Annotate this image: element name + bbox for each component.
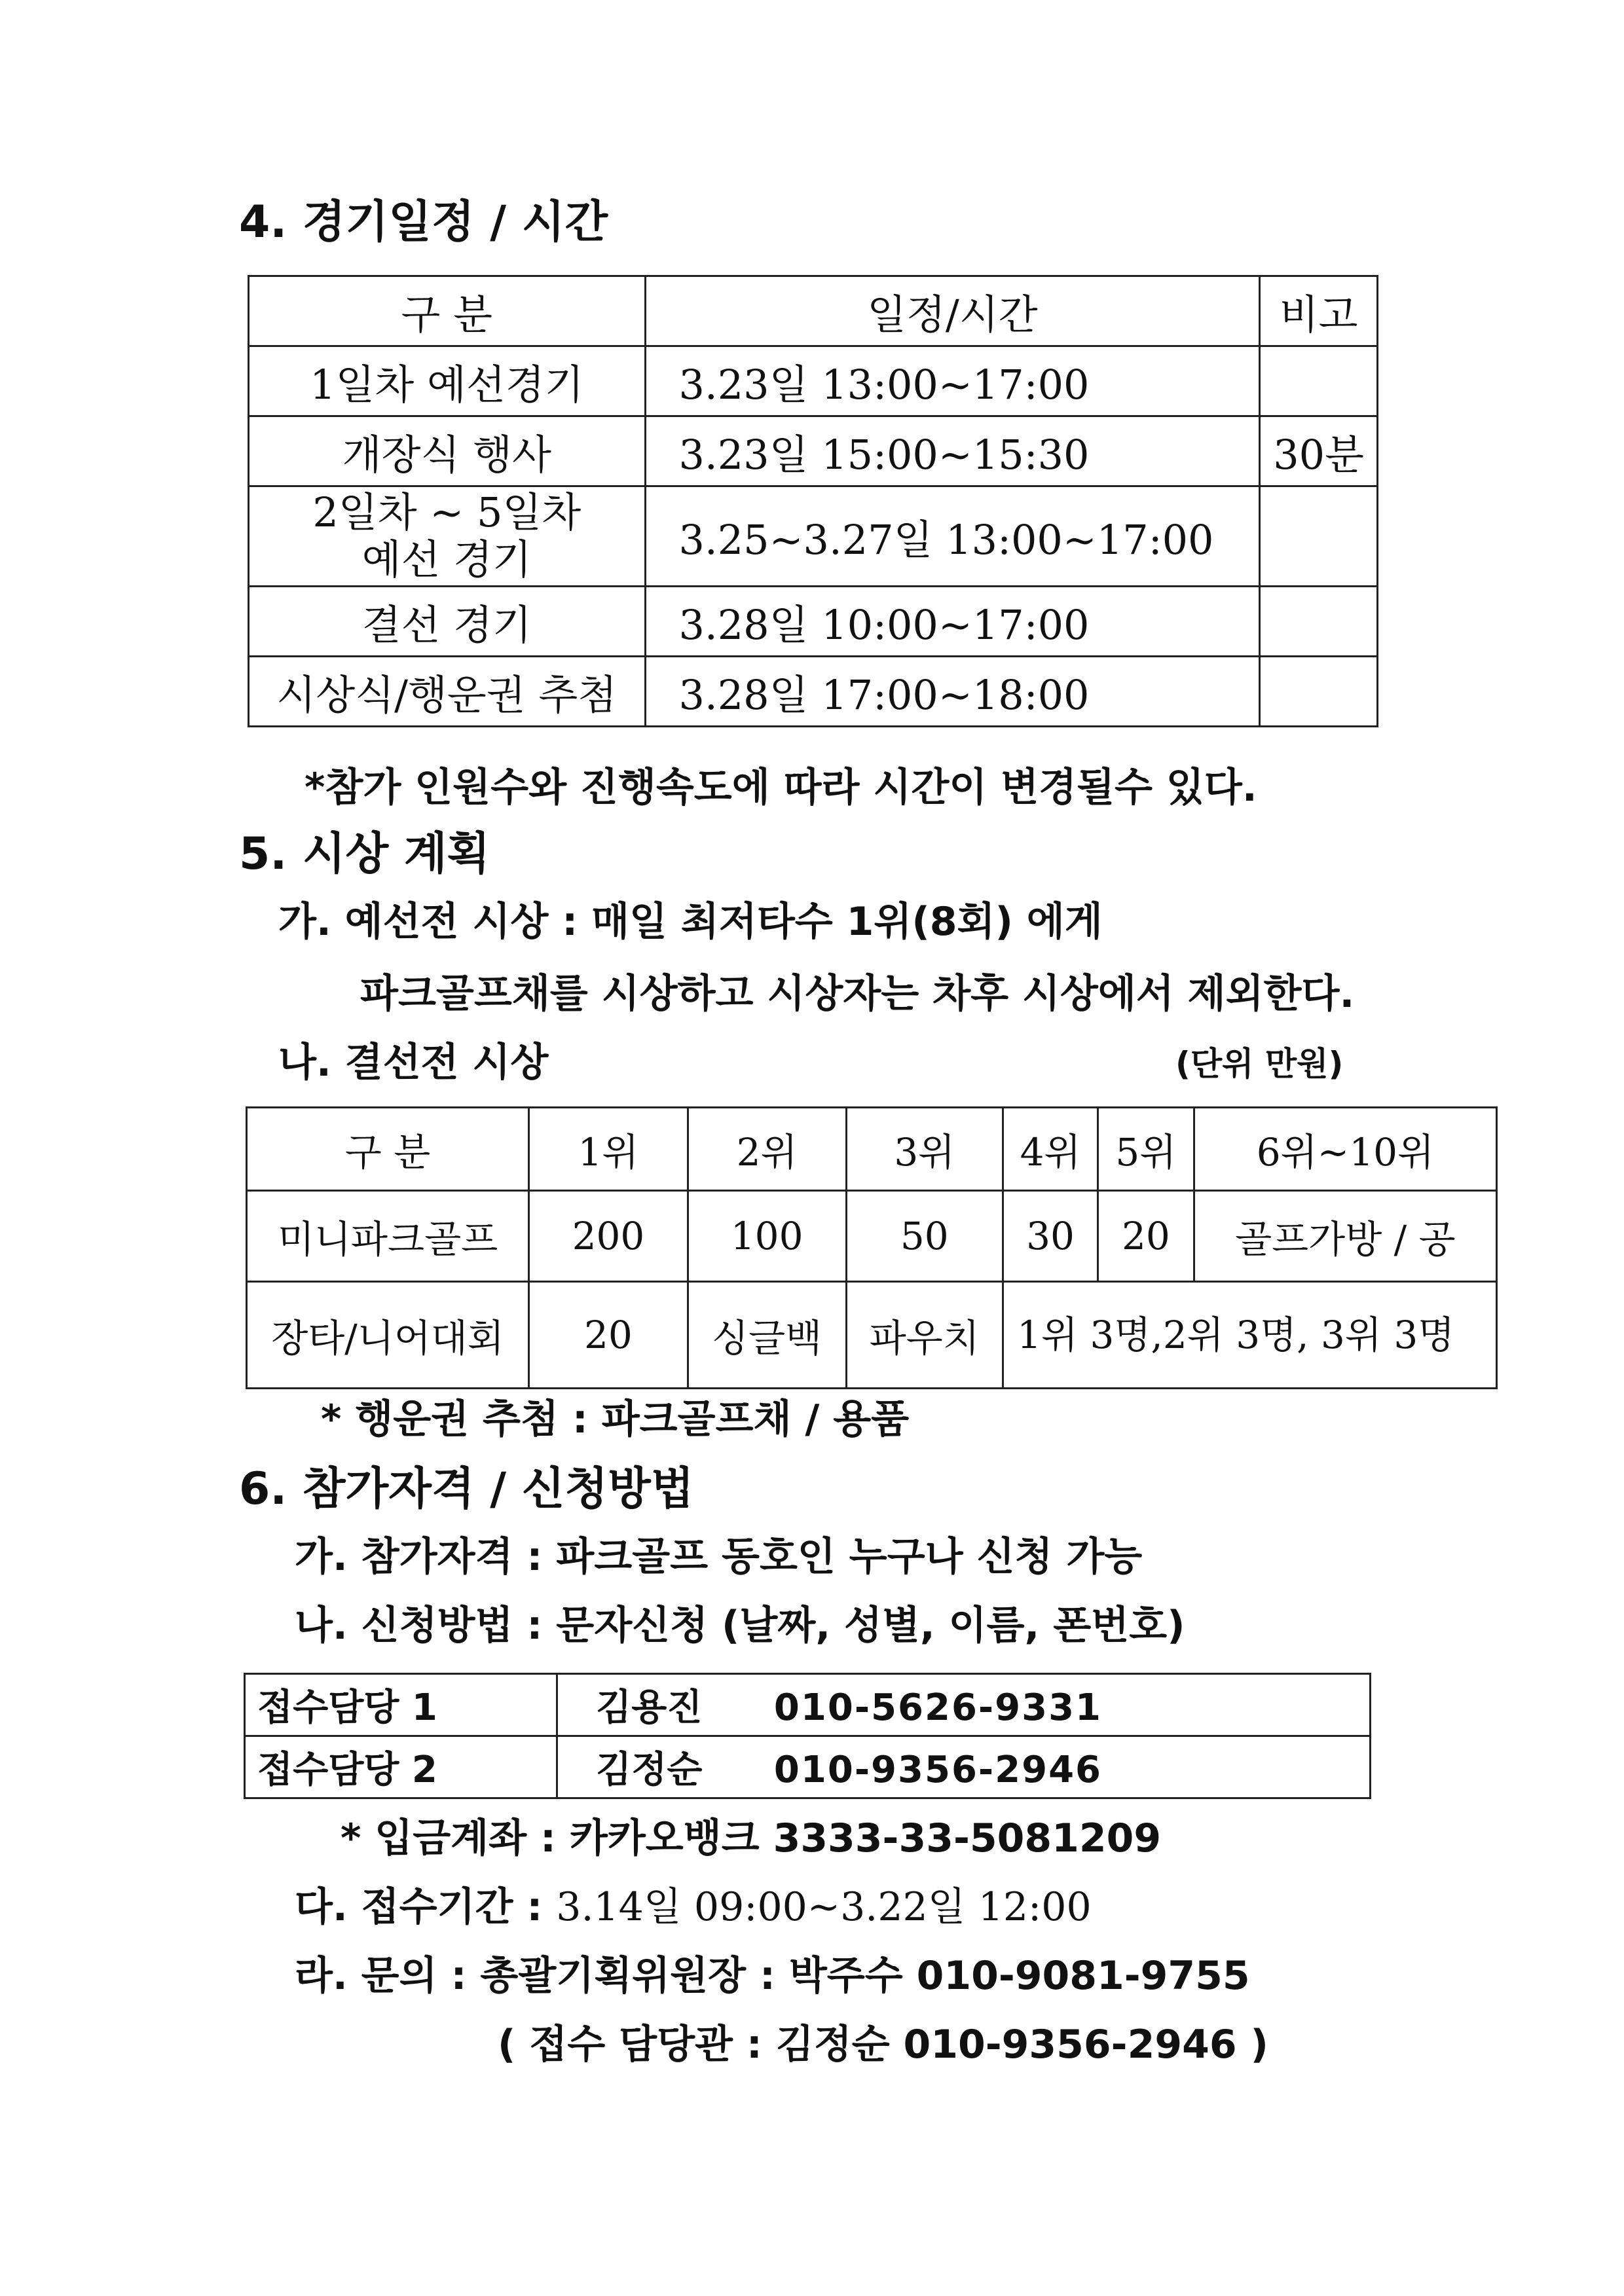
award-cell: 100	[688, 1191, 846, 1282]
prelim-award-line1: 가. 예선전 시상 : 매일 최저타수 1위(8회) 에게	[278, 899, 1103, 945]
award-header-category: 구 분	[247, 1108, 529, 1191]
contact-name: 김용진	[596, 1686, 703, 1729]
schedule-time: 3.28일 17:00~18:00	[645, 657, 1260, 727]
award-cell: 1위 3명,2위 3명, 3위 3명	[1003, 1282, 1497, 1389]
contact-info	[557, 1736, 1371, 1798]
schedule-category: 1일차 예선경기	[249, 346, 646, 416]
contact-table	[244, 1673, 1371, 1799]
schedule-time: 3.25~3.27일 13:00~17:00	[645, 486, 1260, 587]
inquiry-label: 라. 문의 :	[295, 1953, 467, 1999]
schedule-note	[1260, 346, 1378, 416]
award-header-rank: 3위	[846, 1108, 1003, 1191]
application-period-value: 3.14일 09:00~3.22일 12:00	[556, 1884, 1092, 1930]
application-method-line: 나. 신청방법 : 문자신청 (날짜, 성별, 이름, 폰번호)	[295, 1603, 1185, 1649]
table-row	[245, 1736, 1371, 1798]
table-row	[247, 1191, 1497, 1282]
prelim-award-line2: 파크골프채를 시상하고 시상자는 차후 시상에서 제외한다.	[360, 971, 1355, 1017]
table-row	[249, 416, 1378, 486]
schedule-category-line1: 2일차 ~ 5일차	[312, 488, 581, 536]
schedule-category-line2: 예선 경기	[361, 536, 532, 583]
award-cell: 장타/니어대회	[247, 1282, 529, 1389]
award-cell: 20	[1098, 1191, 1194, 1282]
award-header-rank: 2위	[688, 1108, 846, 1191]
table-row	[249, 587, 1378, 657]
schedule-note	[1260, 486, 1378, 587]
table-row	[247, 1282, 1497, 1389]
contact-info	[557, 1674, 1371, 1736]
award-header-rank: 4위	[1003, 1108, 1098, 1191]
award-cell: 파우치	[846, 1282, 1003, 1389]
lottery-footnote: * 행운권 추첨 : 파크골프채 / 용품	[321, 1396, 910, 1442]
application-period-line	[295, 1876, 1092, 1932]
contact-name: 김정순	[596, 1749, 703, 1791]
schedule-time: 3.28일 10:00~17:00	[645, 587, 1260, 657]
award-header-rank: 1위	[529, 1108, 688, 1191]
schedule-note: 30분	[1260, 416, 1378, 486]
schedule-note	[1260, 657, 1378, 727]
contact-role: 접수담당 2	[245, 1736, 557, 1798]
schedule-time: 3.23일 15:00~15:30	[645, 416, 1260, 486]
section-6-title: 6. 참가자격 / 신청방법	[239, 1463, 694, 1515]
inquiry-sub-line: ( 접수 담당관 : 김정순 010-9356-2946 )	[498, 2022, 1268, 2068]
unit-label: (단위 만원)	[1175, 1045, 1344, 1083]
schedule-footnote: *참가 인원수와 진행속도에 따라 시간이 변경될수 있다.	[304, 765, 1257, 811]
inquiry-line	[295, 1944, 1250, 2001]
award-cell: 골프가방 / 공	[1194, 1191, 1496, 1282]
schedule-table	[248, 275, 1378, 727]
award-header-rank: 6위~10위	[1194, 1108, 1496, 1191]
schedule-category: 시상식/행운권 추첨	[249, 657, 646, 727]
table-row	[245, 1674, 1371, 1736]
schedule-header-time: 일정/시간	[645, 276, 1260, 346]
award-header-row	[247, 1108, 1497, 1191]
section-5-title: 5. 시상 계획	[239, 828, 490, 880]
schedule-category: 결선 경기	[249, 587, 646, 657]
section-4-title: 4. 경기일정 / 시간	[239, 196, 608, 248]
award-cell: 50	[846, 1191, 1003, 1282]
schedule-category: 개장식 행사	[249, 416, 646, 486]
award-cell: 20	[529, 1282, 688, 1389]
schedule-note	[1260, 587, 1378, 657]
award-cell: 미니파크골프	[247, 1191, 529, 1282]
contact-phone: 010-5626-9331	[773, 1686, 1103, 1729]
award-table	[246, 1106, 1498, 1389]
application-period-label: 다. 접수기간 :	[295, 1884, 543, 1930]
schedule-header-category: 구 분	[249, 276, 646, 346]
award-cell: 200	[529, 1191, 688, 1282]
schedule-header-row	[249, 276, 1378, 346]
award-cell: 30	[1003, 1191, 1098, 1282]
contact-role: 접수담당 1	[245, 1674, 557, 1736]
table-row	[249, 657, 1378, 727]
schedule-time: 3.23일 13:00~17:00	[645, 346, 1260, 416]
award-header-rank: 5위	[1098, 1108, 1194, 1191]
schedule-header-note: 비고	[1260, 276, 1378, 346]
final-award-label: 나. 결선전 시상	[278, 1040, 549, 1085]
table-row	[249, 346, 1378, 416]
contact-phone: 010-9356-2946	[773, 1749, 1103, 1791]
account-line: * 입금계좌 : 카카오뱅크 3333-33-5081209	[341, 1815, 1162, 1861]
eligibility-line: 가. 참가자격 : 파크골프 동호인 누구나 신청 가능	[295, 1534, 1143, 1580]
inquiry-value: 총괄기획위원장 : 박주수 010-9081-9755	[480, 1953, 1250, 1999]
award-cell: 싱글백	[688, 1282, 846, 1389]
schedule-category	[249, 486, 646, 587]
table-row	[249, 486, 1378, 587]
